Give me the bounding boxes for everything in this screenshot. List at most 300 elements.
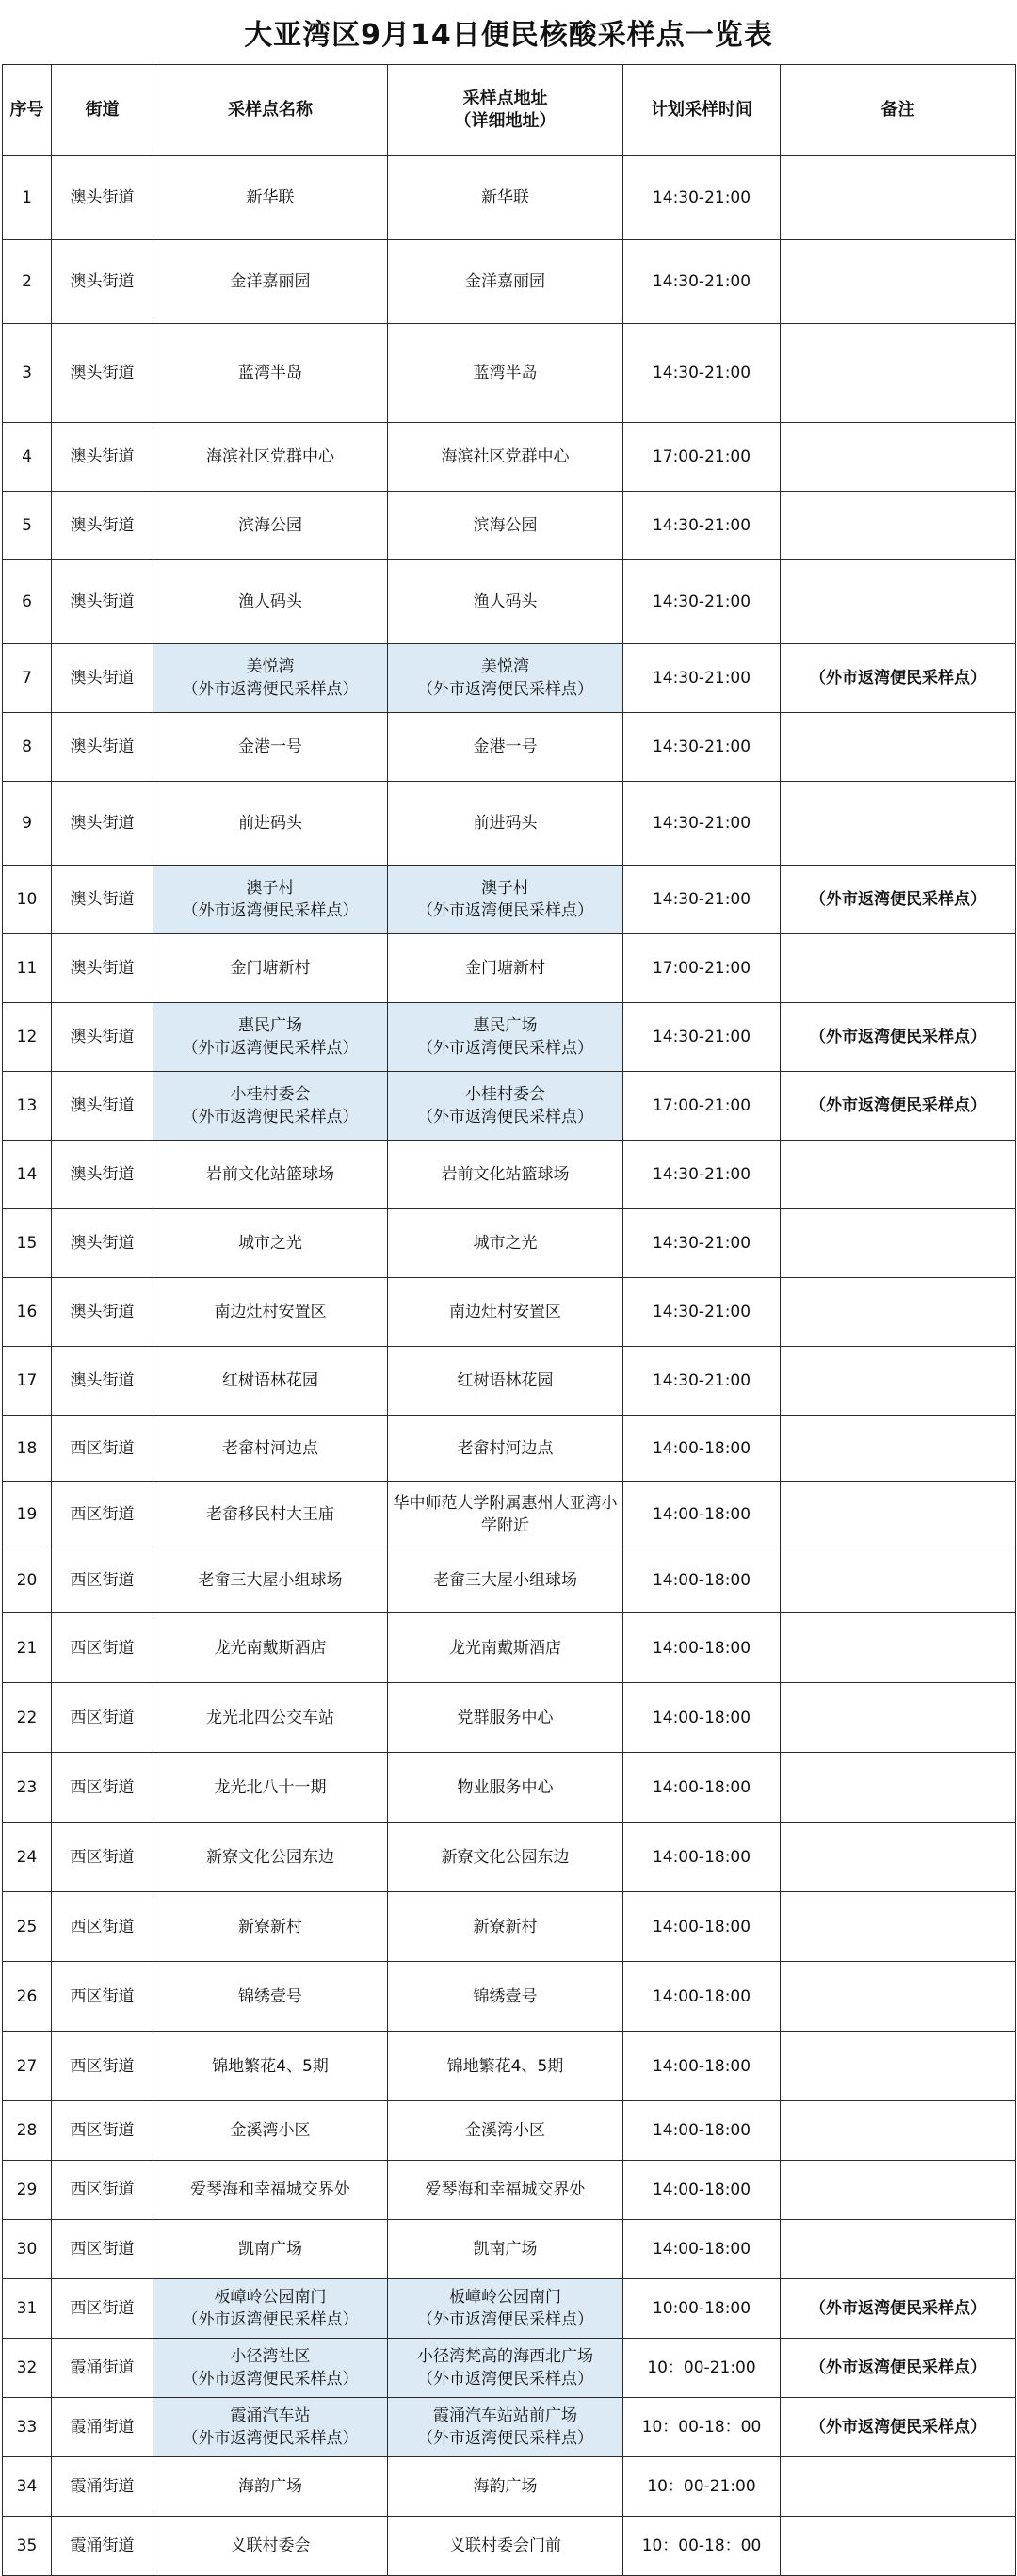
cell-time	[623, 1347, 781, 1416]
cell-no-text: 33	[16, 2418, 38, 2437]
cell-site-name-text: 小桂村委会	[230, 1085, 311, 1104]
cell-note	[781, 1416, 1016, 1482]
cell-time-text: 17:00-21:00	[652, 447, 751, 466]
cell-site-name	[153, 560, 388, 644]
cell-site-name-text: 霞涌汽车站	[230, 2406, 311, 2425]
cell-street	[52, 1416, 153, 1482]
cell-site-name	[153, 1141, 388, 1209]
header-no: 序号	[3, 65, 52, 156]
cell-site-address	[388, 1416, 623, 1482]
cell-site-name-text: 锦地繁花4、5期	[212, 2056, 329, 2076]
cell-site-address	[388, 782, 623, 866]
cell-street	[52, 1683, 153, 1753]
cell-time	[623, 2220, 781, 2279]
table-row	[3, 2398, 1016, 2457]
cell-time-text: 14:30-21:00	[652, 814, 751, 833]
cell-street	[52, 2220, 153, 2279]
cell-site-name	[153, 1962, 388, 2032]
cell-site-name	[153, 2339, 388, 2398]
cell-no	[3, 713, 52, 782]
cell-street-text: 澳头街道	[70, 890, 135, 909]
cell-site-address-text: 金溪湾小区	[465, 2121, 545, 2140]
cell-site-name-subtext: （外市返湾便民采样点）	[182, 2370, 359, 2389]
cell-note-text: （外市返湾便民采样点）	[810, 890, 986, 909]
cell-site-address	[388, 1823, 623, 1892]
cell-note	[781, 560, 1016, 644]
cell-no	[3, 1003, 52, 1072]
cell-street-text: 澳头街道	[70, 1028, 135, 1046]
cell-time	[623, 866, 781, 934]
cell-note	[781, 2457, 1016, 2517]
cell-no	[3, 1141, 52, 1209]
cell-no-text: 30	[16, 2240, 38, 2259]
cell-time	[623, 1753, 781, 1823]
cell-street	[52, 2398, 153, 2457]
cell-no	[3, 1347, 52, 1416]
cell-site-name	[153, 1278, 388, 1347]
cell-site-name	[153, 1347, 388, 1416]
cell-street	[52, 560, 153, 644]
cell-site-address-text: 党群服务中心	[457, 1708, 554, 1727]
cell-note	[781, 2398, 1016, 2457]
cell-site-address-text: 义联村委会门前	[449, 2536, 561, 2555]
cell-no	[3, 156, 52, 240]
cell-street-text: 西区街道	[70, 2121, 135, 2140]
cell-no	[3, 1416, 52, 1482]
cell-note-text: （外市返湾便民采样点）	[810, 1028, 986, 1046]
cell-site-name	[153, 1613, 388, 1683]
table-row	[3, 1962, 1016, 2032]
header-address-line1: 采样点地址	[462, 89, 548, 108]
cell-site-address-subtext: （外市返湾便民采样点）	[417, 2370, 593, 2389]
page-title: 大亚湾区9月14日便民核酸采样点一览表	[244, 19, 773, 52]
table-row	[3, 324, 1016, 423]
cell-no-text: 8	[22, 737, 32, 756]
table-row	[3, 2220, 1016, 2279]
cell-site-name	[153, 2457, 388, 2517]
table-row	[3, 1823, 1016, 1892]
cell-site-name-text: 小径湾社区	[230, 2347, 311, 2366]
cell-time	[623, 644, 781, 713]
cell-street-text: 澳头街道	[70, 814, 135, 833]
cell-no-text: 1	[22, 188, 32, 207]
cell-site-address	[388, 240, 623, 324]
cell-site-address-text: 澳子村	[481, 879, 529, 898]
cell-street	[52, 1141, 153, 1209]
cell-time-text: 10：00-21:00	[647, 2477, 756, 2496]
cell-note	[781, 2161, 1016, 2220]
cell-time-text: 14:00-18:00	[652, 1777, 751, 1797]
cell-no-text: 12	[16, 1028, 38, 1046]
cell-street	[52, 1547, 153, 1613]
cell-site-address	[388, 1547, 623, 1613]
cell-time-text: 17:00-21:00	[652, 1096, 751, 1115]
cell-note	[781, 156, 1016, 240]
cell-street-text: 西区街道	[70, 1438, 135, 1458]
cell-no	[3, 2032, 52, 2101]
table-row	[3, 2032, 1016, 2101]
cell-time	[623, 240, 781, 324]
cell-street	[52, 782, 153, 866]
cell-street-text: 澳头街道	[70, 1303, 135, 1321]
cell-time	[623, 423, 781, 492]
cell-street-text: 澳头街道	[70, 669, 135, 688]
cell-no-text: 2	[22, 272, 32, 291]
table-row	[3, 2517, 1016, 2576]
table-row	[3, 2161, 1016, 2220]
cell-no	[3, 1823, 52, 1892]
table-row	[3, 1753, 1016, 1823]
cell-no-text: 21	[16, 1638, 38, 1658]
cell-site-address-text: 蓝湾半岛	[473, 364, 538, 382]
cell-site-address	[388, 560, 623, 644]
cell-site-name	[153, 2161, 388, 2220]
cell-note	[781, 1613, 1016, 1683]
cell-note-text: （外市返湾便民采样点）	[810, 2299, 986, 2318]
cell-street	[52, 2032, 153, 2101]
cell-site-address-text: 新寮文化公园东边	[441, 1847, 570, 1867]
table-row	[3, 423, 1016, 492]
cell-site-address-text: 锦绣壹号	[473, 1986, 538, 2006]
cell-site-address-text: 小径湾梵高的海西北广场	[417, 2347, 593, 2366]
cell-no-text: 3	[22, 364, 32, 382]
cell-site-address	[388, 492, 623, 560]
cell-note	[781, 2101, 1016, 2161]
cell-time-text: 14:00-18:00	[652, 1847, 751, 1867]
header-street: 街道	[52, 65, 153, 156]
cell-site-name	[153, 934, 388, 1003]
cell-note	[781, 1482, 1016, 1547]
cell-time	[623, 1278, 781, 1347]
cell-site-address	[388, 1209, 623, 1278]
cell-note	[781, 2517, 1016, 2576]
cell-site-name	[153, 713, 388, 782]
cell-site-address-text: 老畲三大屋小组球场	[433, 1570, 577, 1590]
cell-site-name-text: 惠民广场	[238, 1016, 302, 1035]
cell-street	[52, 2339, 153, 2398]
cell-site-address	[388, 156, 623, 240]
cell-note	[781, 2220, 1016, 2279]
cell-site-name-text: 澳子村	[246, 879, 295, 898]
cell-time-text: 14:30-21:00	[652, 1371, 751, 1390]
table-row	[3, 866, 1016, 934]
cell-site-name	[153, 1072, 388, 1141]
cell-site-address-text: 海滨社区党群中心	[441, 447, 570, 466]
cell-site-name	[153, 240, 388, 324]
cell-street-text: 澳头街道	[70, 516, 135, 535]
cell-no	[3, 492, 52, 560]
cell-no-text: 24	[16, 1847, 38, 1867]
cell-no	[3, 2339, 52, 2398]
table-row	[3, 1003, 1016, 1072]
cell-no	[3, 240, 52, 324]
cell-no-text: 26	[16, 1986, 38, 2006]
table-row	[3, 1209, 1016, 1278]
cell-time-text: 14:30-21:00	[652, 272, 751, 291]
cell-time-text: 10：00-18：00	[641, 2418, 762, 2437]
cell-no	[3, 1962, 52, 2032]
cell-note	[781, 324, 1016, 423]
cell-time-text: 14:30-21:00	[652, 669, 751, 688]
cell-no	[3, 1613, 52, 1683]
cell-site-address	[388, 2220, 623, 2279]
cell-site-name-subtext: （外市返湾便民采样点）	[182, 1039, 359, 1058]
cell-street	[52, 866, 153, 934]
cell-site-address	[388, 1753, 623, 1823]
cell-site-name	[153, 2032, 388, 2101]
cell-site-address-text: 滨海公园	[473, 516, 538, 535]
cell-time	[623, 156, 781, 240]
cell-note	[781, 1209, 1016, 1278]
cell-site-name-text: 龙光北八十一期	[214, 1777, 327, 1797]
header-time: 计划采样时间	[623, 65, 781, 156]
cell-time	[623, 560, 781, 644]
cell-site-name	[153, 1823, 388, 1892]
cell-site-name	[153, 1209, 388, 1278]
cell-note	[781, 713, 1016, 782]
cell-time-text: 14:00-18:00	[652, 1986, 751, 2006]
cell-street	[52, 1613, 153, 1683]
cell-site-name	[153, 492, 388, 560]
cell-no-text: 28	[16, 2121, 38, 2140]
table-row	[3, 1141, 1016, 1209]
cell-street-text: 澳头街道	[70, 1096, 135, 1115]
cell-site-name-text: 红树语林花园	[222, 1371, 318, 1390]
cell-site-name	[153, 1547, 388, 1613]
cell-street-text: 澳头街道	[70, 364, 135, 382]
cell-note	[781, 1347, 1016, 1416]
cell-site-address	[388, 1072, 623, 1141]
cell-site-address	[388, 1613, 623, 1683]
cell-site-address	[388, 1003, 623, 1072]
cell-street	[52, 713, 153, 782]
cell-no	[3, 2517, 52, 2576]
cell-note	[781, 2032, 1016, 2101]
cell-street-text: 西区街道	[70, 1847, 135, 1867]
cell-site-address-text: 新华联	[481, 188, 529, 207]
cell-site-address-text: 金洋嘉丽园	[465, 272, 545, 291]
cell-time-text: 14:30-21:00	[652, 1165, 751, 1184]
cell-no	[3, 2279, 52, 2339]
cell-site-name	[153, 1482, 388, 1547]
cell-site-address-text: 霞涌汽车站站前广场	[433, 2406, 577, 2425]
header-address	[388, 65, 623, 156]
cell-street	[52, 934, 153, 1003]
cell-street	[52, 240, 153, 324]
table-row	[3, 1683, 1016, 1753]
cell-time	[623, 2517, 781, 2576]
cell-site-name-text: 金门塘新村	[230, 959, 311, 978]
cell-time-text: 14:00-18:00	[652, 1570, 751, 1590]
cell-time	[623, 1416, 781, 1482]
cell-no-text: 15	[16, 1234, 38, 1253]
cell-site-name-text: 海韵广场	[238, 2477, 302, 2496]
cell-note	[781, 2279, 1016, 2339]
table-row	[3, 1482, 1016, 1547]
cell-time	[623, 713, 781, 782]
cell-time	[623, 2457, 781, 2517]
cell-site-name-subtext: （外市返湾便民采样点）	[182, 1108, 359, 1126]
cell-time	[623, 2398, 781, 2457]
cell-site-name-text: 新寮文化公园东边	[206, 1847, 334, 1867]
cell-site-address	[388, 2101, 623, 2161]
cell-time	[623, 1613, 781, 1683]
cell-street	[52, 1892, 153, 1962]
cell-site-address-text: 美悦湾	[481, 657, 529, 676]
cell-site-name-text: 岩前文化站篮球场	[206, 1165, 334, 1184]
cell-no	[3, 423, 52, 492]
cell-site-name-text: 板嶂岭公园南门	[214, 2288, 327, 2307]
cell-time-text: 14:30-21:00	[652, 737, 751, 756]
cell-site-name-text: 龙光南戴斯酒店	[214, 1638, 327, 1658]
cell-site-address	[388, 934, 623, 1003]
cell-street-text: 霞涌街道	[70, 2358, 135, 2377]
cell-site-address-text: 小桂村委会	[465, 1085, 545, 1104]
cell-street-text: 澳头街道	[70, 188, 135, 207]
cell-time-text: 14:00-18:00	[652, 2056, 751, 2076]
cell-street	[52, 1753, 153, 1823]
cell-street-text: 澳头街道	[70, 272, 135, 291]
cell-no-text: 32	[16, 2358, 38, 2377]
cell-site-name-text: 新华联	[246, 188, 295, 207]
table-row	[3, 240, 1016, 324]
cell-note	[781, 1683, 1016, 1753]
table-row	[3, 1278, 1016, 1347]
cell-site-address-subtext: （外市返湾便民采样点）	[417, 680, 593, 699]
cell-site-name-subtext: （外市返湾便民采样点）	[182, 680, 359, 699]
cell-site-address	[388, 1962, 623, 2032]
cell-site-name-text: 老畲移民村大王庙	[206, 1504, 334, 1524]
cell-time-text: 17:00-21:00	[652, 959, 751, 978]
cell-site-address-text: 老畲村河边点	[457, 1438, 554, 1458]
cell-site-name-text: 海滨社区党群中心	[206, 447, 334, 466]
cell-note	[781, 782, 1016, 866]
cell-time-text: 14:30-21:00	[652, 364, 751, 382]
cell-no	[3, 934, 52, 1003]
cell-time-text: 14:00-18:00	[652, 1504, 751, 1524]
cell-time-text: 14:30-21:00	[652, 1028, 751, 1046]
cell-site-name	[153, 324, 388, 423]
cell-no-text: 23	[16, 1777, 38, 1797]
cell-site-name	[153, 866, 388, 934]
cell-time	[623, 1072, 781, 1141]
cell-time-text: 14:00-18:00	[652, 1438, 751, 1458]
cell-site-address-text: 物业服务中心	[457, 1777, 554, 1797]
cell-no	[3, 2161, 52, 2220]
table-row	[3, 1347, 1016, 1416]
cell-time-text: 10：00-21:00	[647, 2358, 756, 2377]
cell-site-address	[388, 713, 623, 782]
cell-site-name-text: 蓝湾半岛	[238, 364, 302, 382]
cell-site-address	[388, 423, 623, 492]
cell-street	[52, 2457, 153, 2517]
cell-site-address-text: 岩前文化站篮球场	[441, 1165, 570, 1184]
table-row	[3, 560, 1016, 644]
cell-site-address-text: 前进码头	[473, 814, 538, 833]
cell-street-text: 西区街道	[70, 1986, 135, 2006]
cell-no-text: 6	[22, 592, 32, 611]
cell-time-text: 14:00-18:00	[652, 1638, 751, 1658]
cell-street-text: 西区街道	[70, 1638, 135, 1658]
cell-street-text: 澳头街道	[70, 737, 135, 756]
cell-note	[781, 1962, 1016, 2032]
cell-site-name	[153, 2398, 388, 2457]
cell-no-text: 9	[22, 814, 32, 833]
cell-site-address-text: 城市之光	[473, 1234, 538, 1253]
cell-site-address	[388, 1141, 623, 1209]
cell-note-text: （外市返湾便民采样点）	[810, 2418, 986, 2437]
cell-time	[623, 1209, 781, 1278]
cell-street-text: 霞涌街道	[70, 2536, 135, 2555]
table-row	[3, 1613, 1016, 1683]
cell-site-name-subtext: （外市返湾便民采样点）	[182, 2429, 359, 2448]
cell-no-text: 25	[16, 1917, 38, 1936]
cell-note	[781, 866, 1016, 934]
cell-site-name	[153, 2101, 388, 2161]
sampling-sites-table	[2, 64, 1016, 2576]
cell-street-text: 西区街道	[70, 1917, 135, 1936]
cell-site-address-subtext: （外市返湾便民采样点）	[417, 2310, 593, 2329]
cell-site-address	[388, 1892, 623, 1962]
cell-site-address	[388, 1482, 623, 1547]
cell-note	[781, 492, 1016, 560]
cell-time	[623, 2279, 781, 2339]
cell-site-name	[153, 1003, 388, 1072]
cell-site-name	[153, 1753, 388, 1823]
cell-street	[52, 2161, 153, 2220]
cell-site-name-text: 义联村委会	[230, 2536, 311, 2555]
cell-site-address-subtext: （外市返湾便民采样点）	[417, 2429, 593, 2448]
cell-note-text: （外市返湾便民采样点）	[810, 669, 986, 688]
cell-note	[781, 644, 1016, 713]
cell-site-name-text: 美悦湾	[246, 657, 295, 676]
cell-street-text: 澳头街道	[70, 1165, 135, 1184]
cell-note	[781, 1753, 1016, 1823]
table-row	[3, 1547, 1016, 1613]
cell-no-text: 27	[16, 2056, 38, 2076]
cell-time	[623, 2101, 781, 2161]
cell-no	[3, 324, 52, 423]
cell-time	[623, 2161, 781, 2220]
cell-site-address	[388, 2339, 623, 2398]
table-row	[3, 2279, 1016, 2339]
cell-street	[52, 2279, 153, 2339]
cell-street	[52, 1823, 153, 1892]
cell-note-text: （外市返湾便民采样点）	[810, 2358, 986, 2377]
cell-time-text: 14:00-18:00	[652, 1708, 751, 1727]
cell-site-address-text: 金门塘新村	[465, 959, 545, 978]
cell-street-text: 西区街道	[70, 1570, 135, 1590]
cell-no	[3, 1278, 52, 1347]
cell-no	[3, 1209, 52, 1278]
cell-site-address	[388, 1683, 623, 1753]
cell-site-address-text: 渔人码头	[473, 592, 538, 611]
cell-time-text: 14:00-18:00	[652, 1917, 751, 1936]
cell-street-text: 霞涌街道	[70, 2477, 135, 2496]
cell-site-name-text: 前进码头	[238, 814, 302, 833]
cell-street-text: 西区街道	[70, 2056, 135, 2076]
cell-time-text: 10:00-18:00	[652, 2299, 751, 2318]
table-row	[3, 2101, 1016, 2161]
cell-note	[781, 934, 1016, 1003]
cell-no	[3, 2220, 52, 2279]
cell-no	[3, 1683, 52, 1753]
cell-time	[623, 1003, 781, 1072]
cell-site-address-text: 红树语林花园	[457, 1371, 554, 1390]
cell-time	[623, 782, 781, 866]
cell-time-text: 14:30-21:00	[652, 1303, 751, 1321]
cell-site-address-text: 凯南广场	[473, 2240, 538, 2259]
